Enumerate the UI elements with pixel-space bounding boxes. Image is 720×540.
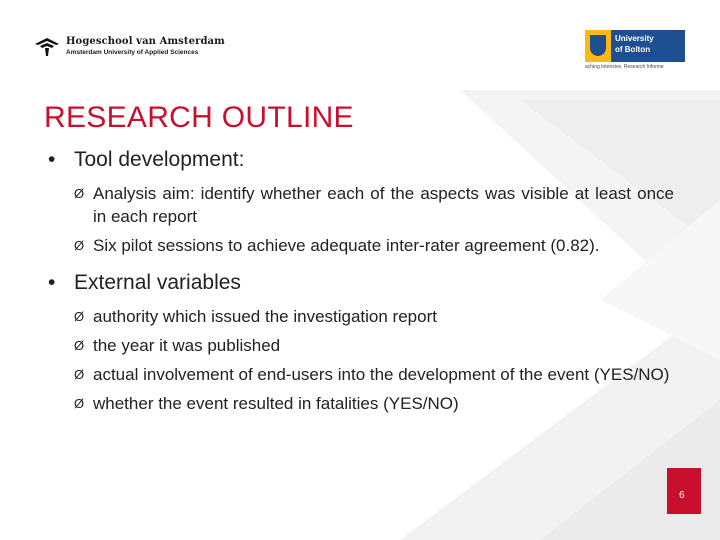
hva-logo [34,36,225,58]
list-item [74,234,674,257]
section-heading-text: Tool development: [74,148,245,171]
list-item-text: actual involvement of end-users into the development of the event (YES/NO) [93,365,670,384]
list-item [74,182,674,228]
sub-bullet-list [74,305,674,415]
arrow-bullet-icon: Ø [74,238,85,253]
bolton-name-line1: University [615,34,654,43]
list-item-text: the year it was published [93,336,281,355]
list-item [74,305,674,328]
bolton-badge [585,30,685,62]
list-item [74,363,674,386]
list-item-text: Six pilot sessions to achieve adequate inter-rater agreement (0.82). [93,236,600,255]
section-heading [44,146,674,174]
list-item-text: authority which issued the investigation report [93,307,437,326]
slide-content [44,146,674,427]
bolton-logo [585,30,685,70]
page-number: 6 [679,490,685,501]
arrow-bullet-icon: Ø [74,309,85,324]
list-item [74,392,674,415]
arrow-bullet-icon: Ø [74,338,85,353]
section-heading [44,269,674,297]
bolton-tagline: aching Intensive, Research Informe [585,64,664,70]
bullet-icon: • [48,271,56,294]
sub-bullet-list [74,182,674,257]
hva-emblem-icon [34,36,60,58]
arrow-bullet-icon: Ø [74,367,85,382]
bullet-icon: • [48,148,56,171]
bolton-name-line2: of Bolton [615,45,651,54]
slide-title: RESEARCH OUTLINE [44,101,354,134]
arrow-bullet-icon: Ø [74,396,85,411]
list-item-text: whether the event resulted in fatalities (YES/NO) [93,394,459,413]
hva-logo-subtitle: Amsterdam University of Applied Sciences [66,49,199,57]
list-item [74,334,674,357]
bolton-crest-icon [590,35,606,56]
list-item-text: Analysis aim: identify whether each of the aspects was visible at least once in each report [93,184,674,226]
section-heading-text: External variables [74,271,241,294]
hva-logo-name: Hogeschool van Amsterdam [66,36,225,48]
arrow-bullet-icon: Ø [74,186,85,201]
